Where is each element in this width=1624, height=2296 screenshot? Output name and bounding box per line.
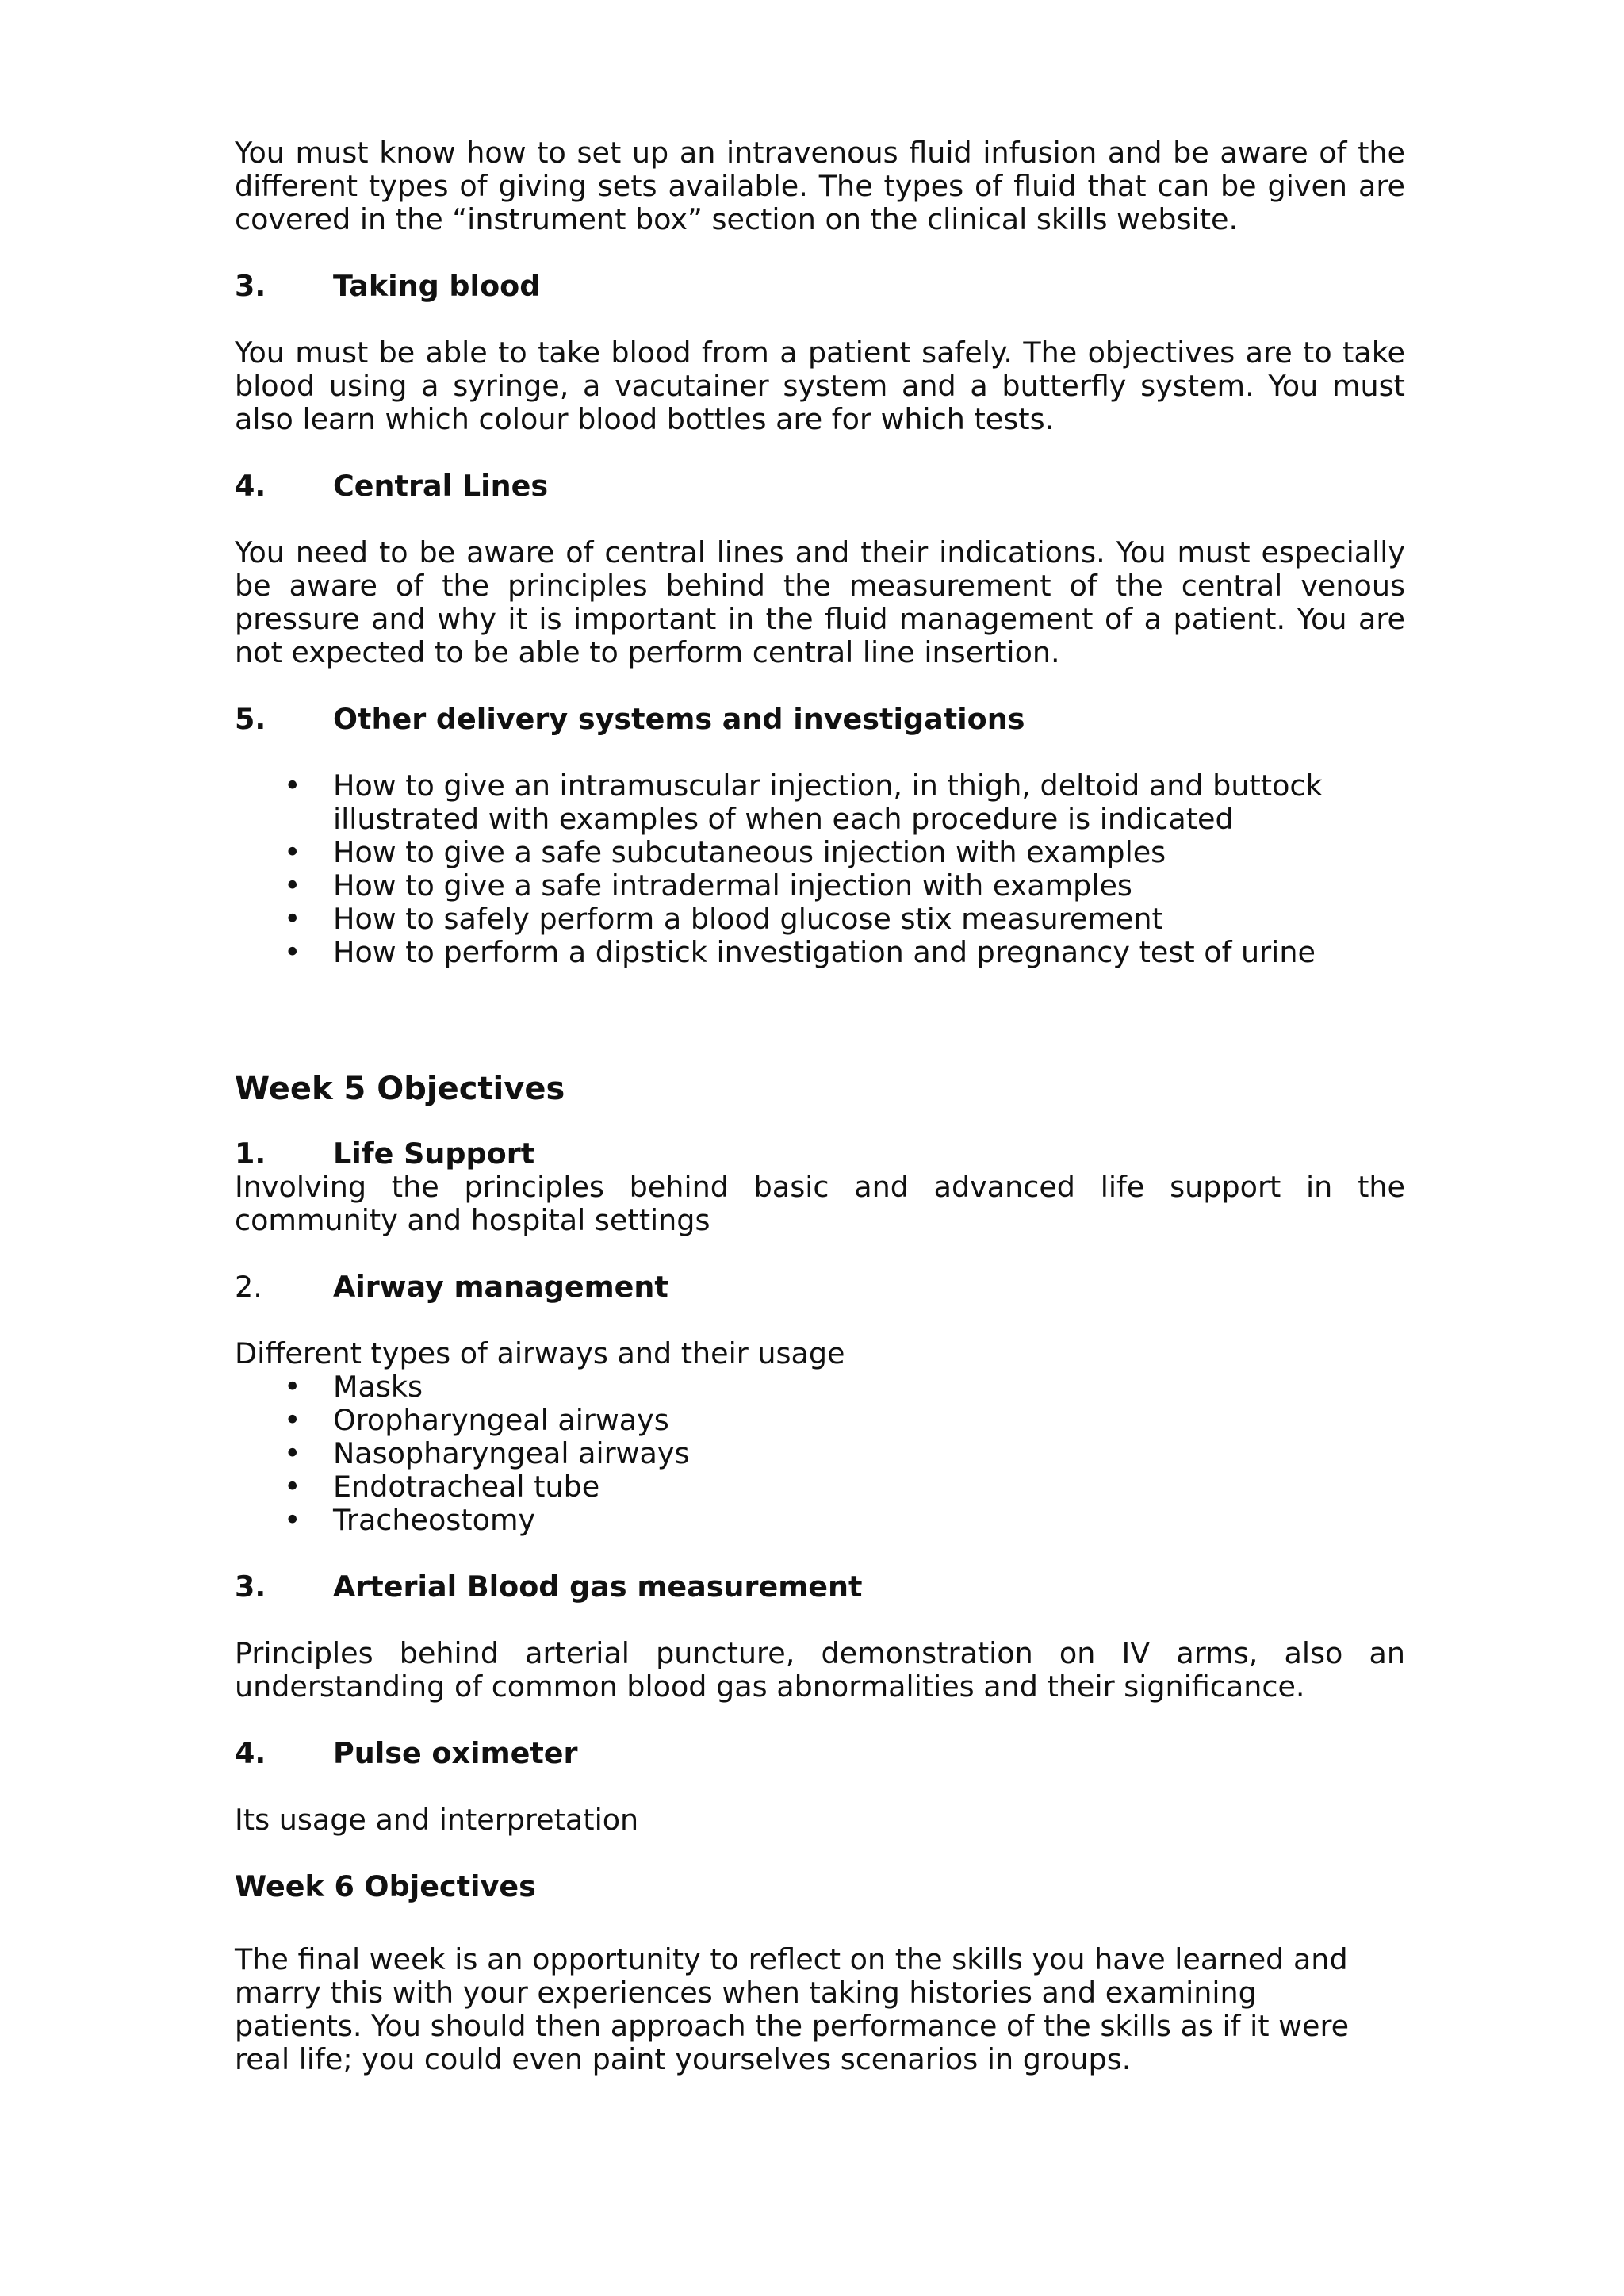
central-lines-paragraph: You need to be aware of central lines and their indications. You must especially be aware of the principles behind the measurement of the central venous pressure and why it is important in the fluid management of a patient. You are not expected to be able to perform central line insertion.: [235, 535, 1405, 669]
section-title: Pulse oximeter: [333, 1736, 578, 1770]
week6-title: Week 6 Objectives: [235, 1869, 536, 1903]
section-number: 2.: [235, 1270, 262, 1304]
section-title: Life Support: [333, 1137, 535, 1171]
bullet-icon: •: [284, 835, 301, 869]
life-support-paragraph: Involving the principles behind basic and advanced life support in the community and hospital settings: [235, 1170, 1405, 1237]
section-number: 5.: [235, 702, 266, 736]
abg-paragraph: Principles behind arterial puncture, demonstration on IV arms, also an understanding of common blood gas abnormalities and their significance.: [235, 1636, 1405, 1704]
section-heading-life-support: [235, 1137, 1405, 1171]
section-heading-airway: [235, 1271, 1405, 1304]
section-heading-other-delivery: [235, 703, 1405, 736]
section-number: 1.: [235, 1137, 266, 1171]
list-item: • How to safely perform a blood glucose stix measurement: [284, 902, 1163, 936]
intro-paragraph: You must know how to set up an intravenous fluid infusion and be aware of the different types of giving sets available. The types of fluid that can be given are covered in the “instrument box” section on the clinical skills website.: [235, 136, 1405, 236]
list-item: • Oropharyngeal airways: [284, 1403, 669, 1437]
list-item: • How to give a safe intradermal injection with examples: [284, 868, 1132, 903]
list-item: • Nasopharyngeal airways: [284, 1436, 690, 1470]
bullet-icon: •: [284, 769, 301, 803]
bullet-icon: •: [284, 1503, 301, 1537]
bullet-icon: •: [284, 935, 301, 969]
section-number: 4.: [235, 469, 266, 503]
section-title: Airway management: [333, 1270, 668, 1304]
section-heading-central-lines: [235, 470, 1405, 503]
bullet-icon: •: [284, 1370, 301, 1404]
list-item: • Masks: [284, 1370, 423, 1404]
section-title: Central Lines: [333, 469, 549, 503]
section-title: Arterial Blood gas measurement: [333, 1570, 863, 1604]
bullet-icon: •: [284, 868, 301, 903]
section-number: 3.: [235, 269, 266, 303]
taking-blood-paragraph: You must be able to take blood from a patient safely. The objectives are to take blood using a syringe, a vacutainer system and a butterfly system. You must also learn which colour blood bottles are for which tests.: [235, 335, 1405, 436]
week5-title: Week 5 Objectives: [235, 1071, 565, 1107]
list-item: • How to give a safe subcutaneous injection with examples: [284, 835, 1166, 869]
section-title: Taking blood: [333, 269, 541, 303]
bullet-icon: •: [284, 1403, 301, 1437]
bullet-icon: •: [284, 1436, 301, 1470]
bullet-icon: •: [284, 902, 301, 936]
oximeter-paragraph: Its usage and interpretation: [235, 1803, 639, 1837]
week6-paragraph: The final week is an opportunity to reflect on the skills you have learned and marry this with your experiences when taking histories and examining patients. You should then approach the performance of the skills as if it were real life; you could even paint yourselves scenarios in groups.: [235, 1942, 1350, 2076]
list-item: • How to give an intramuscular injection, in thigh, deltoid and buttock illustrated with examples of when each procedure is indicated: [284, 769, 1323, 836]
section-number: 4.: [235, 1736, 266, 1770]
list-item: • How to perform a dipstick investigation and pregnancy test of urine: [284, 935, 1316, 969]
other-delivery-list: [235, 769, 1405, 969]
document-page: [235, 136, 1405, 2076]
airway-list: [235, 1370, 1405, 1537]
airway-intro: Different types of airways and their usage: [235, 1336, 845, 1370]
section-number: 3.: [235, 1570, 266, 1604]
list-item: • Tracheostomy: [284, 1503, 536, 1537]
section-heading-oximeter: [235, 1737, 1405, 1770]
section-heading-taking-blood: [235, 270, 1405, 303]
list-item: • Endotracheal tube: [284, 1470, 600, 1504]
section-heading-abg: [235, 1570, 1405, 1604]
bullet-icon: •: [284, 1470, 301, 1504]
section-title: Other delivery systems and investigations: [333, 702, 1025, 736]
